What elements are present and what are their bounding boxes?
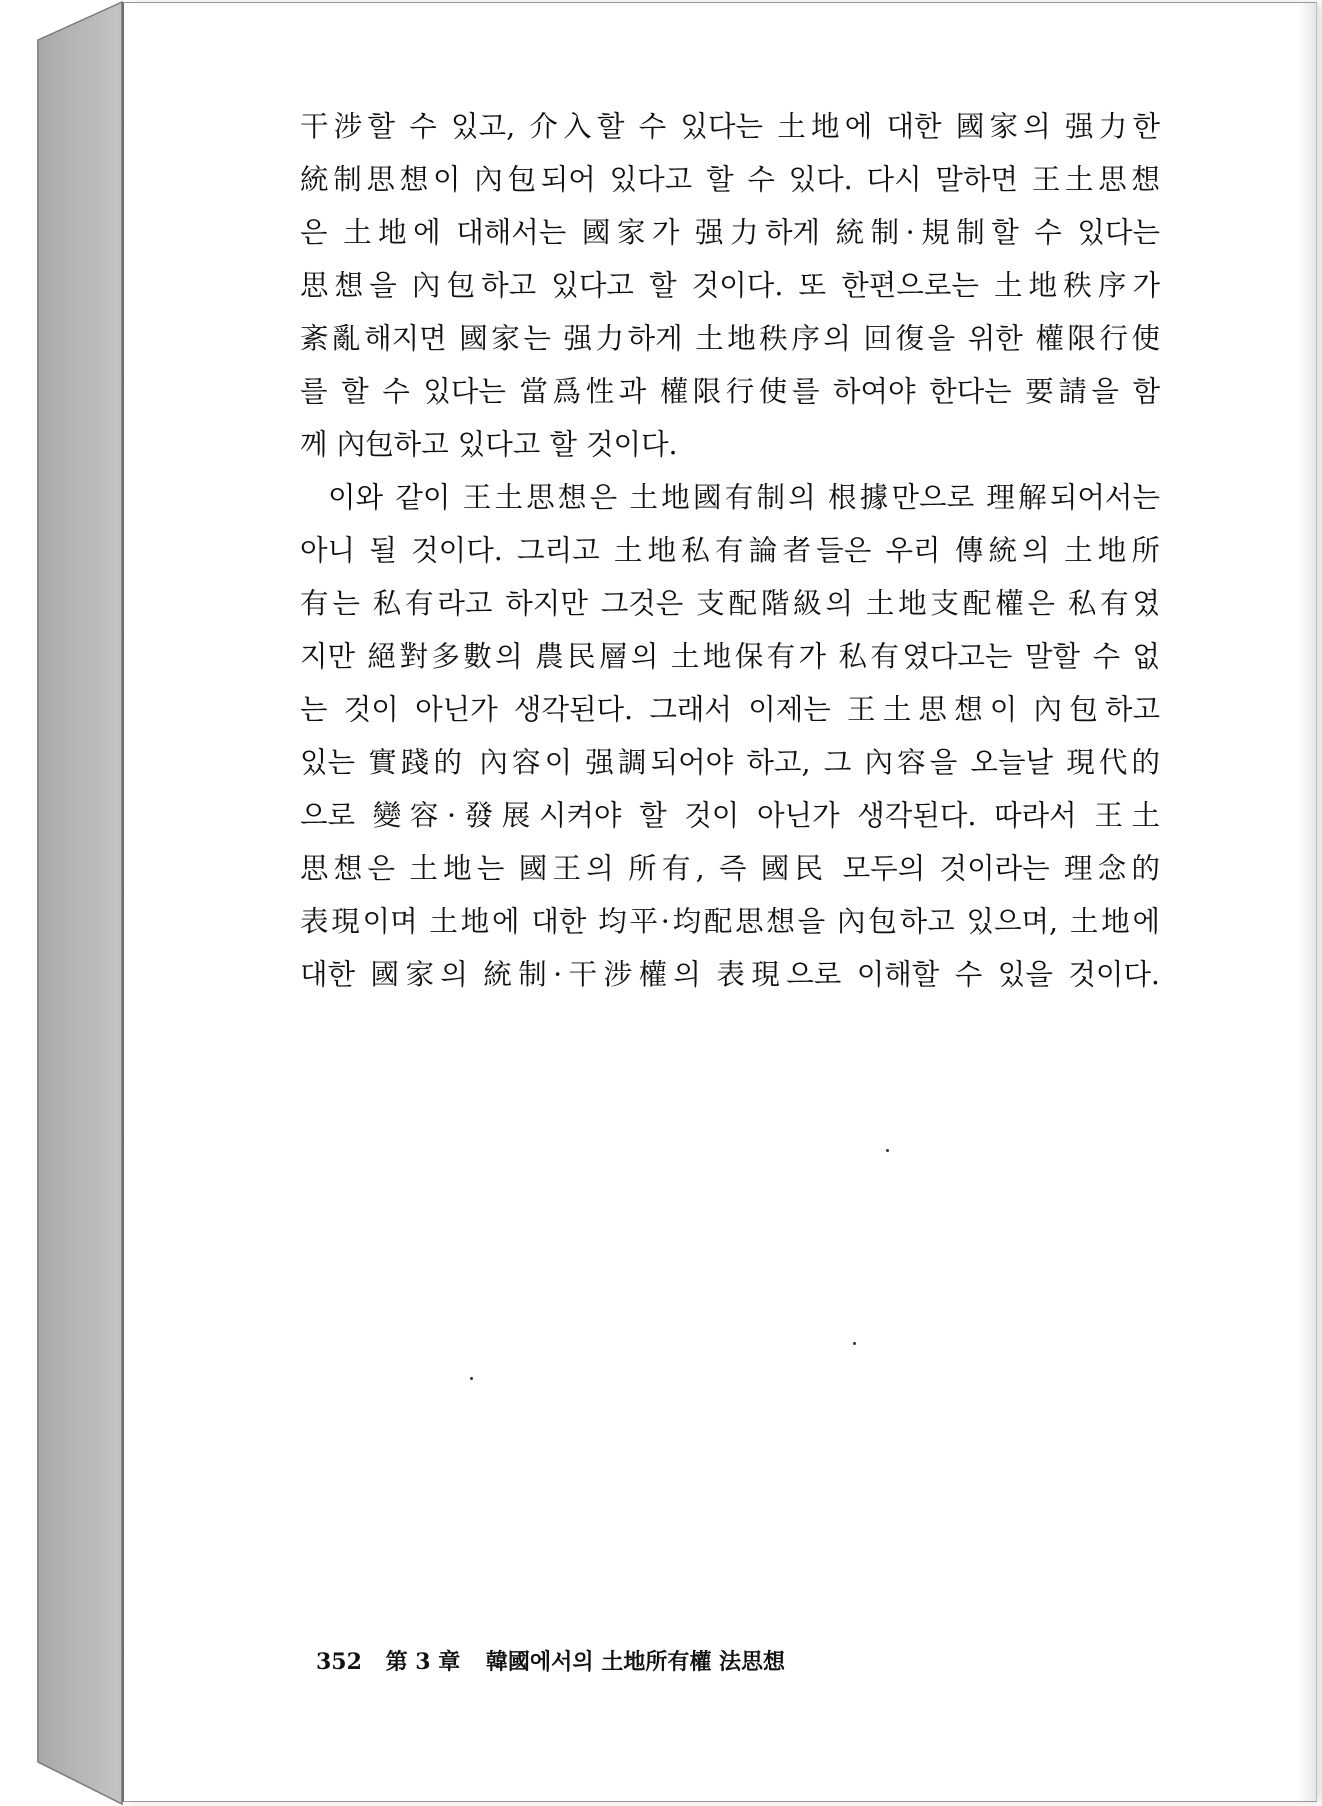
text-line: 思想을 內包하고 있다고 할 것이다. 또 한편으로는 土地秩序가: [300, 269, 1160, 302]
text-line: 있는 實踐的 內容이 强調되어야 하고, 그 內容을 오늘날 現代的: [300, 746, 1160, 779]
text-line: 아니 될 것이다. 그리고 土地私有論者들은 우리 傳統의 土地所: [300, 534, 1160, 567]
text-line: 은 土地에 대해서는 國家가 强力하게 統制·規制할 수 있다는: [300, 216, 1160, 249]
scan-speck: [886, 1149, 889, 1152]
paragraph-2: [300, 471, 1160, 1001]
chapter-title: 韓國에서의 土地所有權 法思想: [485, 1649, 785, 1675]
text-line: 께 內包하고 있다고 할 것이다.: [300, 428, 678, 461]
text-line: 思想은 土地는 國王의 所有, 즉 國民 모두의 것이라는 理念的: [300, 852, 1160, 885]
paragraph-1: [300, 100, 1160, 471]
text-line: 紊亂해지면 國家는 强力하게 土地秩序의 回復을 위한 權限行使: [300, 322, 1160, 355]
text-line: 대한 國家의 統制·干涉權의 表現으로 이해할 수 있을 것이다.: [300, 958, 1160, 991]
text-line: 지만 絕對多數의 農民層의 土地保有가 私有였다고는 말할 수 없: [300, 640, 1160, 673]
text-line: 統制思想이 內包되어 있다고 할 수 있다. 다시 말하면 王土思想: [300, 163, 1160, 196]
text-line: 干涉할 수 있고, 介入할 수 있다는 土地에 대한 國家의 强力한: [300, 110, 1160, 143]
chapter-label: 第 3 章: [385, 1649, 461, 1675]
text-line: 를 할 수 있다는 當爲性과 權限行使를 하여야 한다는 要請을 함: [300, 375, 1160, 408]
text-line: 는 것이 아닌가 생각된다. 그래서 이제는 王土思想이 內包하고: [300, 693, 1160, 726]
text-line: 으로 變容·發展시켜야 할 것이 아닌가 생각된다. 따라서 王土: [300, 799, 1160, 832]
text-line: 이와 같이 王土思想은 土地國有制의 根據만으로 理解되어서는: [328, 481, 1160, 514]
scan-speck: [853, 1342, 856, 1345]
text-line: 有는 私有라고 하지만 그것은 支配階級의 土地支配權은 私有였: [300, 587, 1160, 620]
text-line: 表現이며 土地에 대한 均平·均配思想을 內包하고 있으며, 土地에: [300, 905, 1160, 938]
page-edge-shadow: [1298, 3, 1316, 1801]
page-number: 352: [316, 1649, 362, 1675]
scan-speck: [470, 1377, 473, 1380]
running-footer: [316, 1645, 785, 1676]
body-text: [300, 100, 1160, 1001]
book-spine: [0, 0, 125, 1806]
